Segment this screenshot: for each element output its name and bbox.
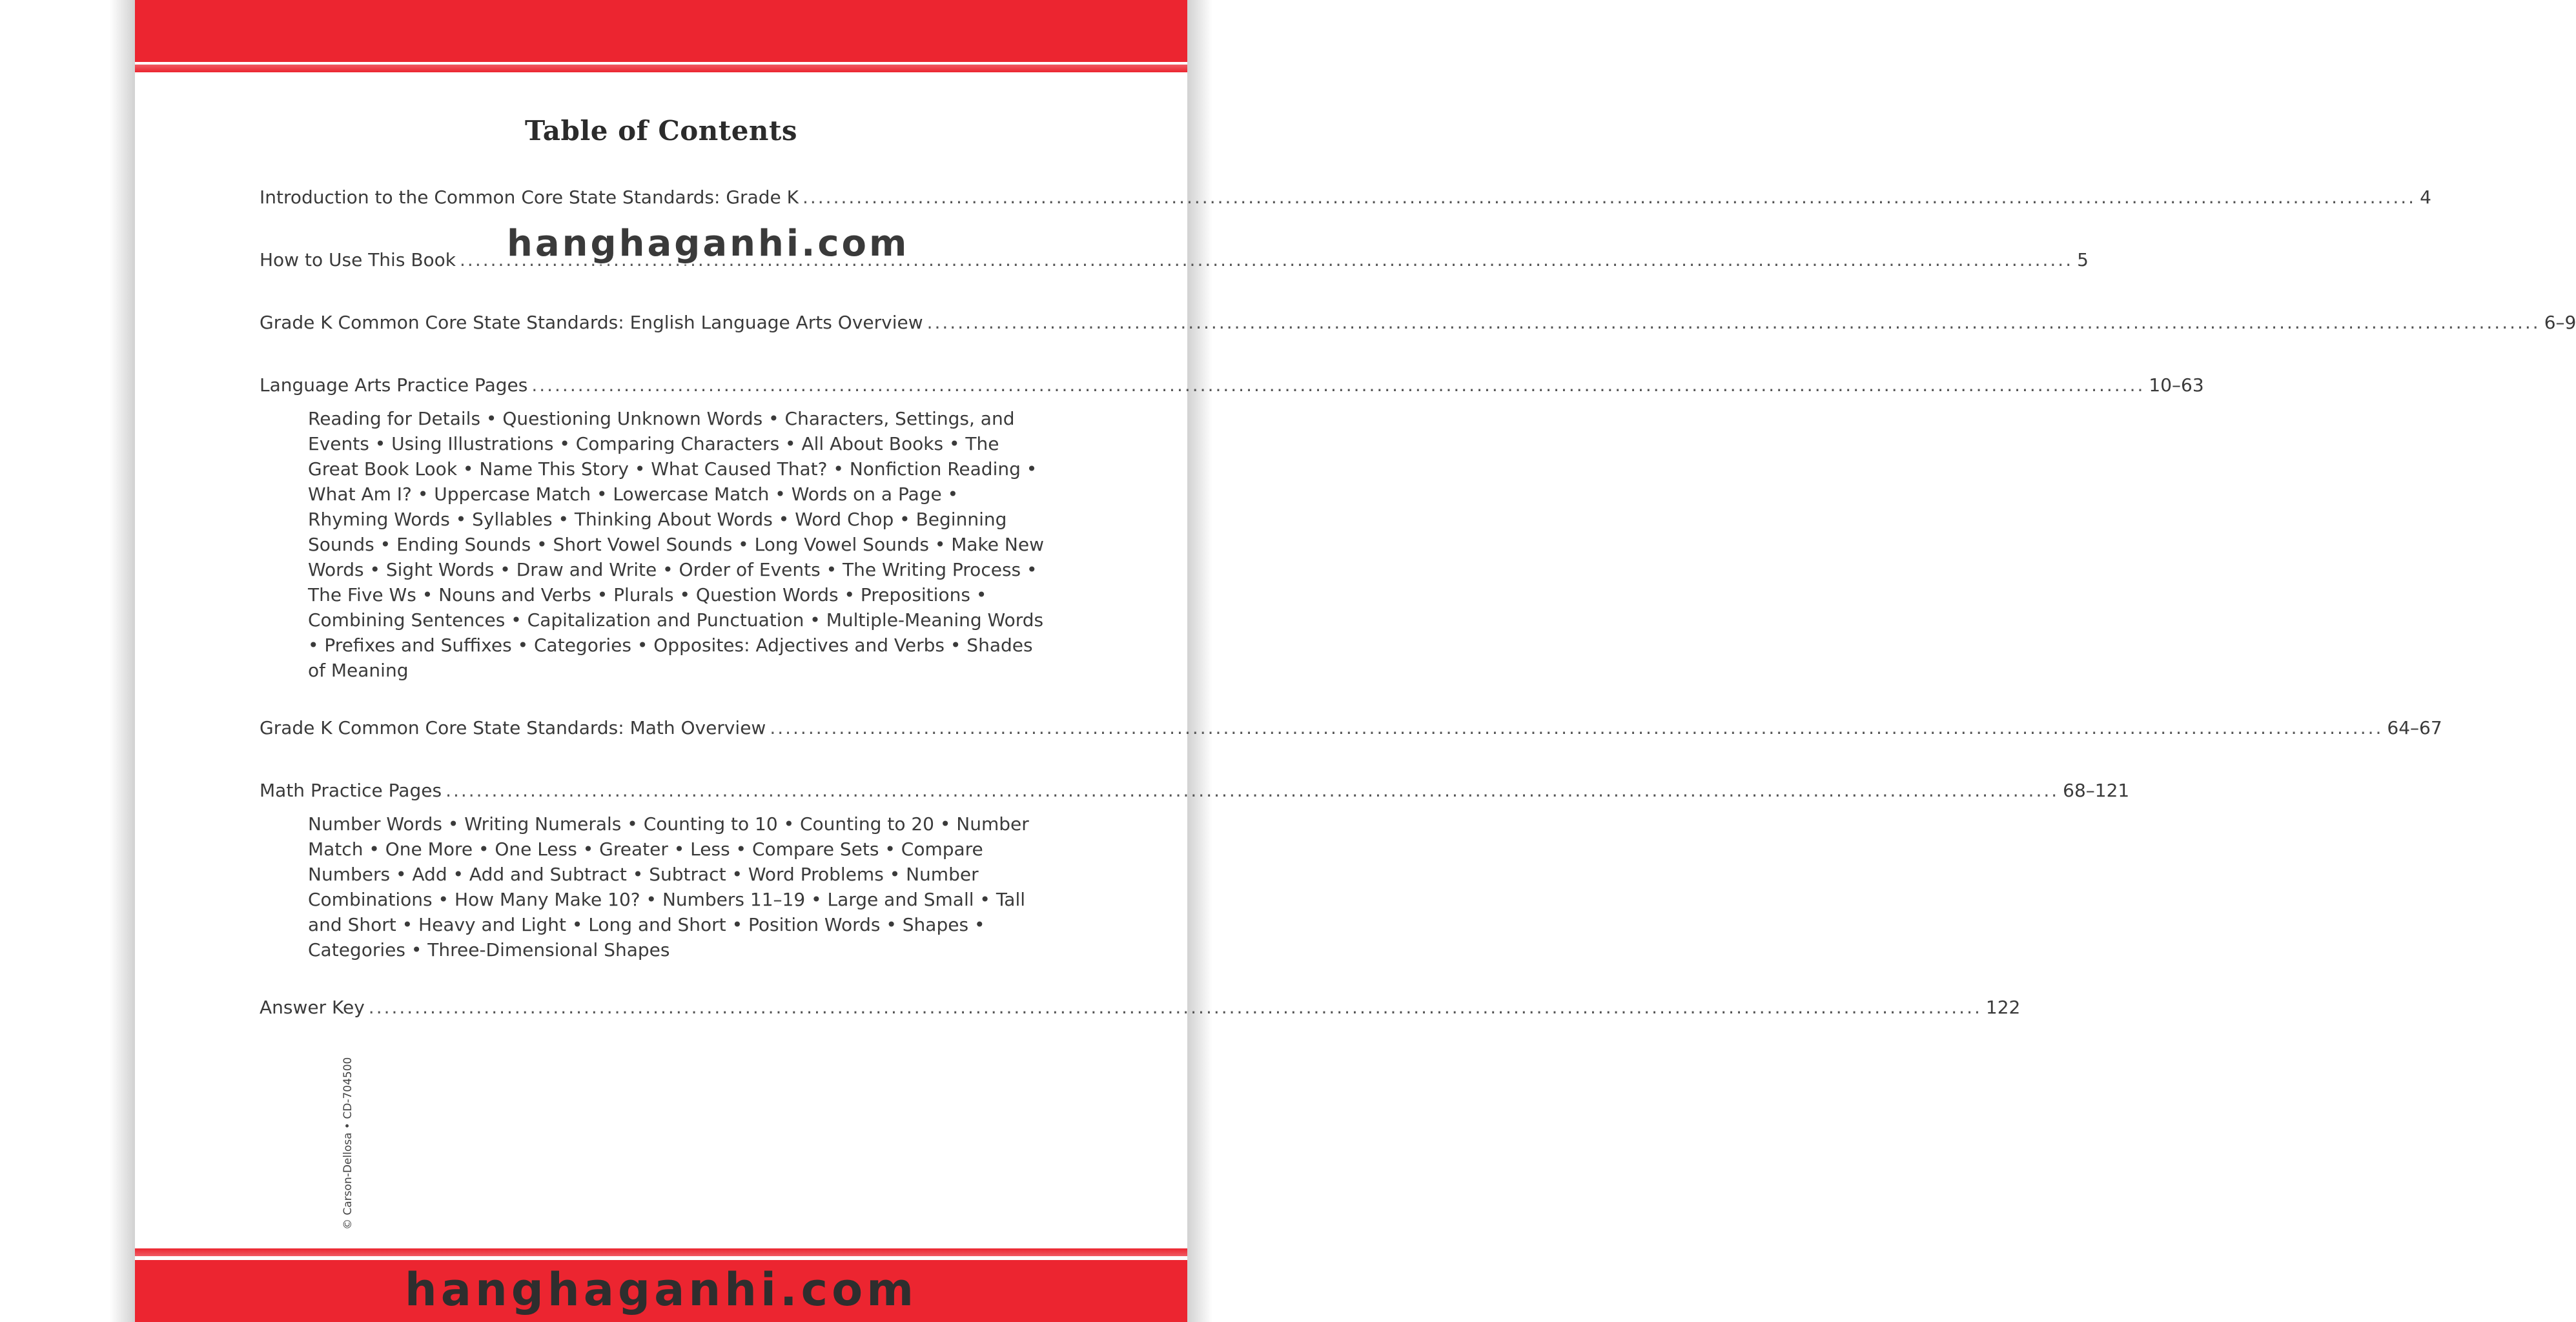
toc-entry-page: 5 bbox=[2077, 249, 2089, 270]
bottom-band-stripe bbox=[135, 1248, 1187, 1256]
toc-entry-label: How to Use This Book bbox=[260, 249, 456, 270]
toc-entry-page: 10–63 bbox=[2149, 374, 2204, 396]
toc-entry-ela-overview bbox=[260, 310, 2576, 336]
dot-leader bbox=[369, 995, 1982, 1021]
watermark-middle: hanghaganhi.com bbox=[507, 223, 910, 265]
language-arts-topics: Reading for Details • Questioning Unknown Words • Characters, Settings, and Events • Using Illustrations • Comparing Characters • All About Books • The Great Book Look • Name This Story • What Caused That? • Nonfiction Reading • What Am I? • Uppercase Match • Lowercase Match • Words on a Page • Rhyming Words • Syllables • Thinking About Words • Word Chop • Beginning Sounds • Ending Sounds • Short Vowel Sounds • Long Vowel Sounds • Make New Words • Sight Words • Draw and Write • Order of Events • The Writing Process • The Five Ws • Nouns and Verbs • Plurals • Question Words • Prepositions • Combining Sentences • Capitalization and Punctuation • Multiple-Meaning Words • Prefixes and Suffixes • Categories • Opposites: Adjectives and Verbs • Shades of Meaning bbox=[308, 408, 1044, 681]
watermark-bottom: hanghaganhi.com bbox=[404, 1263, 918, 1316]
dot-leader bbox=[802, 185, 2416, 210]
copyright-notice: © Carson-Dellosa • CD-704500 bbox=[342, 1057, 354, 1230]
toc-entry-page: 4 bbox=[2420, 187, 2431, 208]
toc-entry-page: 68–121 bbox=[2063, 780, 2130, 801]
dot-leader bbox=[770, 715, 2383, 741]
toc-entry-label: Grade K Common Core State Standards: English Language Arts Overview bbox=[260, 312, 923, 333]
toc-entry-label: Language Arts Practice Pages bbox=[260, 374, 528, 396]
toc-entry-label: Introduction to the Common Core State Standards: Grade K bbox=[260, 187, 799, 208]
toc-entry-math-overview bbox=[260, 715, 2442, 741]
toc-entry-page: 122 bbox=[1985, 997, 2021, 1018]
toc-entry-label: Grade K Common Core State Standards: Math Overview bbox=[260, 717, 766, 738]
table-of-contents bbox=[260, 181, 2576, 1021]
toc-entry-label: Answer Key bbox=[260, 997, 365, 1018]
math-topics: Number Words • Writing Numerals • Counting to 10 • Counting to 20 • Number Match • One More • One Less • Greater • Less • Compare Sets • Compare Numbers • Add • Add and Subtract • Subtract • Word Problems • Number Combinations • How Many Make 10? • Numbers 11–19 • Large and Small • Tall and Short • Heavy and Light • Long and Short • Position Words • Shapes • Categories • Three-Dimensional Shapes bbox=[308, 813, 1029, 961]
toc-entry-page: 6–9 bbox=[2544, 312, 2576, 333]
top-red-band bbox=[135, 0, 1187, 62]
dot-leader bbox=[927, 310, 2540, 336]
toc-entry-label: Math Practice Pages bbox=[260, 780, 442, 801]
dot-leader bbox=[445, 778, 2059, 804]
page-shadow-left bbox=[110, 0, 136, 1322]
page-title: Table of Contents bbox=[525, 115, 797, 147]
toc-entry-introduction bbox=[260, 185, 2431, 210]
toc-entry-language-arts-practice bbox=[260, 372, 2204, 398]
toc-entry-math-practice bbox=[260, 778, 2130, 804]
dot-leader bbox=[531, 372, 2145, 398]
toc-entry-page: 64–67 bbox=[2387, 717, 2442, 738]
toc-entry-answer-key bbox=[260, 995, 2021, 1021]
document-page bbox=[135, 0, 2576, 1322]
top-band-stripe bbox=[135, 65, 1187, 72]
